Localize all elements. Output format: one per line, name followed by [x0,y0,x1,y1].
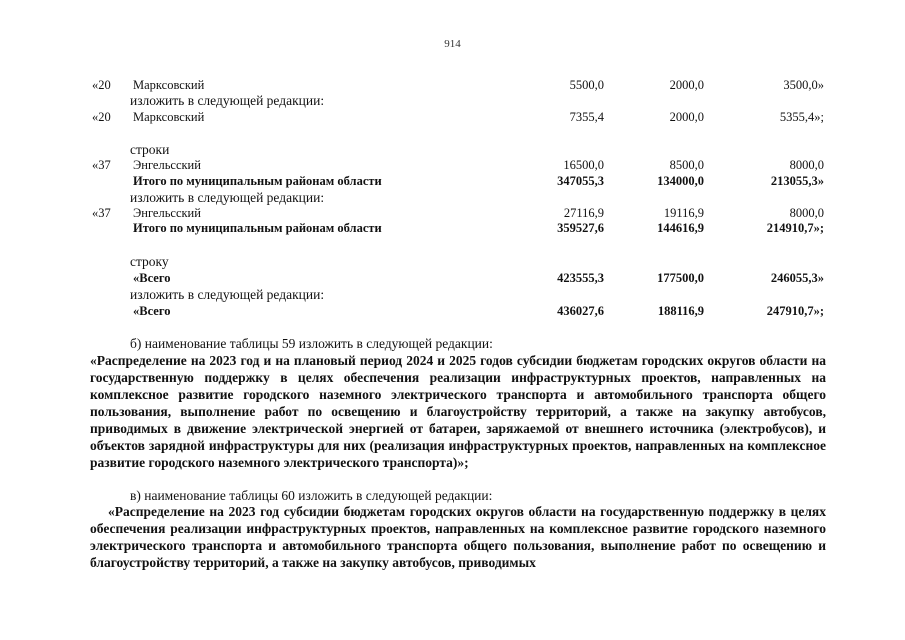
row-value-2: 19116,9 [663,206,704,220]
instruction-text: строки [130,142,170,157]
row-value-3: 214910,7»; [766,221,824,235]
instruction-text: изложить в следующей редакции: [130,190,325,205]
row-name: Энгельсский [133,206,201,220]
instruction-text: изложить в следующей редакции: [130,93,325,108]
row-value-3: 246055,3» [770,271,824,285]
instruction-text: изложить в следующей редакции: [130,287,325,302]
row-prefix: «37 [92,206,111,220]
row-value-3: 8000,0 [789,206,824,220]
row-name: Марксовский [133,78,205,92]
row-name: Энгельсский [133,158,201,172]
row-value-2: 144616,9 [657,221,704,235]
row-value-1: 436027,6 [557,304,604,318]
row-value-3: 247910,7»; [766,304,824,318]
page-number: 914 [444,38,461,50]
row-value-1: 7355,4 [569,110,604,124]
row-value-1: 423555,3 [557,271,604,285]
paragraph-v-text: «Распределение на 2023 год субсидии бюджетам городских округов области на государственную поддержку в целях обеспечения реализации инфраструктурных проектов, направленных на комплексное развитие городского наземного электрического транспорта и автомобильного транспорта общего пользования, выполнение работ по освещению и благоустройству территорий, а также на закупку автобусов, приводимых [90,504,826,570]
paragraph-b-text: «Распределение на 2023 год и на плановый период 2024 и 2025 годов субсидии бюджетам городских округов области на государственную поддержку в целях обеспечения реализации инфраструктурных проектов, направленных на комплексное развитие городского наземного электрического транспорта и автомобильного транспорта общего пользования, выполнение работ по освещению и благоустройству территорий, а также на закупку автобусов, приводимых в движение электрической энергией от батареи, заряжаемой от внешнего источника (электробусов), и объектов зарядной инфраструктуры для них (реализация инфраструктурных проектов, направленных на комплексное развитие городского наземного электрического транспорта)»; [90,353,826,470]
row-name: Итого по муниципальным районам области [133,221,382,235]
row-value-2: 8500,0 [669,158,704,172]
row-prefix: «20 [92,110,111,124]
row-value-1: 5500,0 [569,78,604,92]
row-value-3: 5355,4»; [779,110,824,124]
row-value-2: 2000,0 [669,110,704,124]
row-prefix: «20 [92,78,111,92]
row-value-2: 188116,9 [657,304,704,318]
row-value-2: 134000,0 [657,174,704,188]
row-name: «Всего [133,271,171,285]
row-name: Марксовский [133,110,205,124]
instruction-text: строку [130,254,169,269]
row-value-1: 16500,0 [563,158,604,172]
row-value-3: 8000,0 [789,158,824,172]
paragraph-v-intro: в) наименование таблицы 60 изложить в следующей редакции: [130,488,493,503]
row-value-1: 347055,3 [557,174,604,188]
row-value-3: 213055,3» [770,174,824,188]
row-value-1: 27116,9 [563,206,604,220]
row-prefix: «37 [92,158,111,172]
row-value-1: 359527,6 [557,221,604,235]
row-value-2: 177500,0 [657,271,704,285]
paragraph-b-intro: б) наименование таблицы 59 изложить в следующей редакции: [130,336,493,351]
row-name: «Всего [133,304,171,318]
row-value-3: 3500,0» [783,78,824,92]
row-name: Итого по муниципальным районам области [133,174,382,188]
row-value-2: 2000,0 [669,78,704,92]
